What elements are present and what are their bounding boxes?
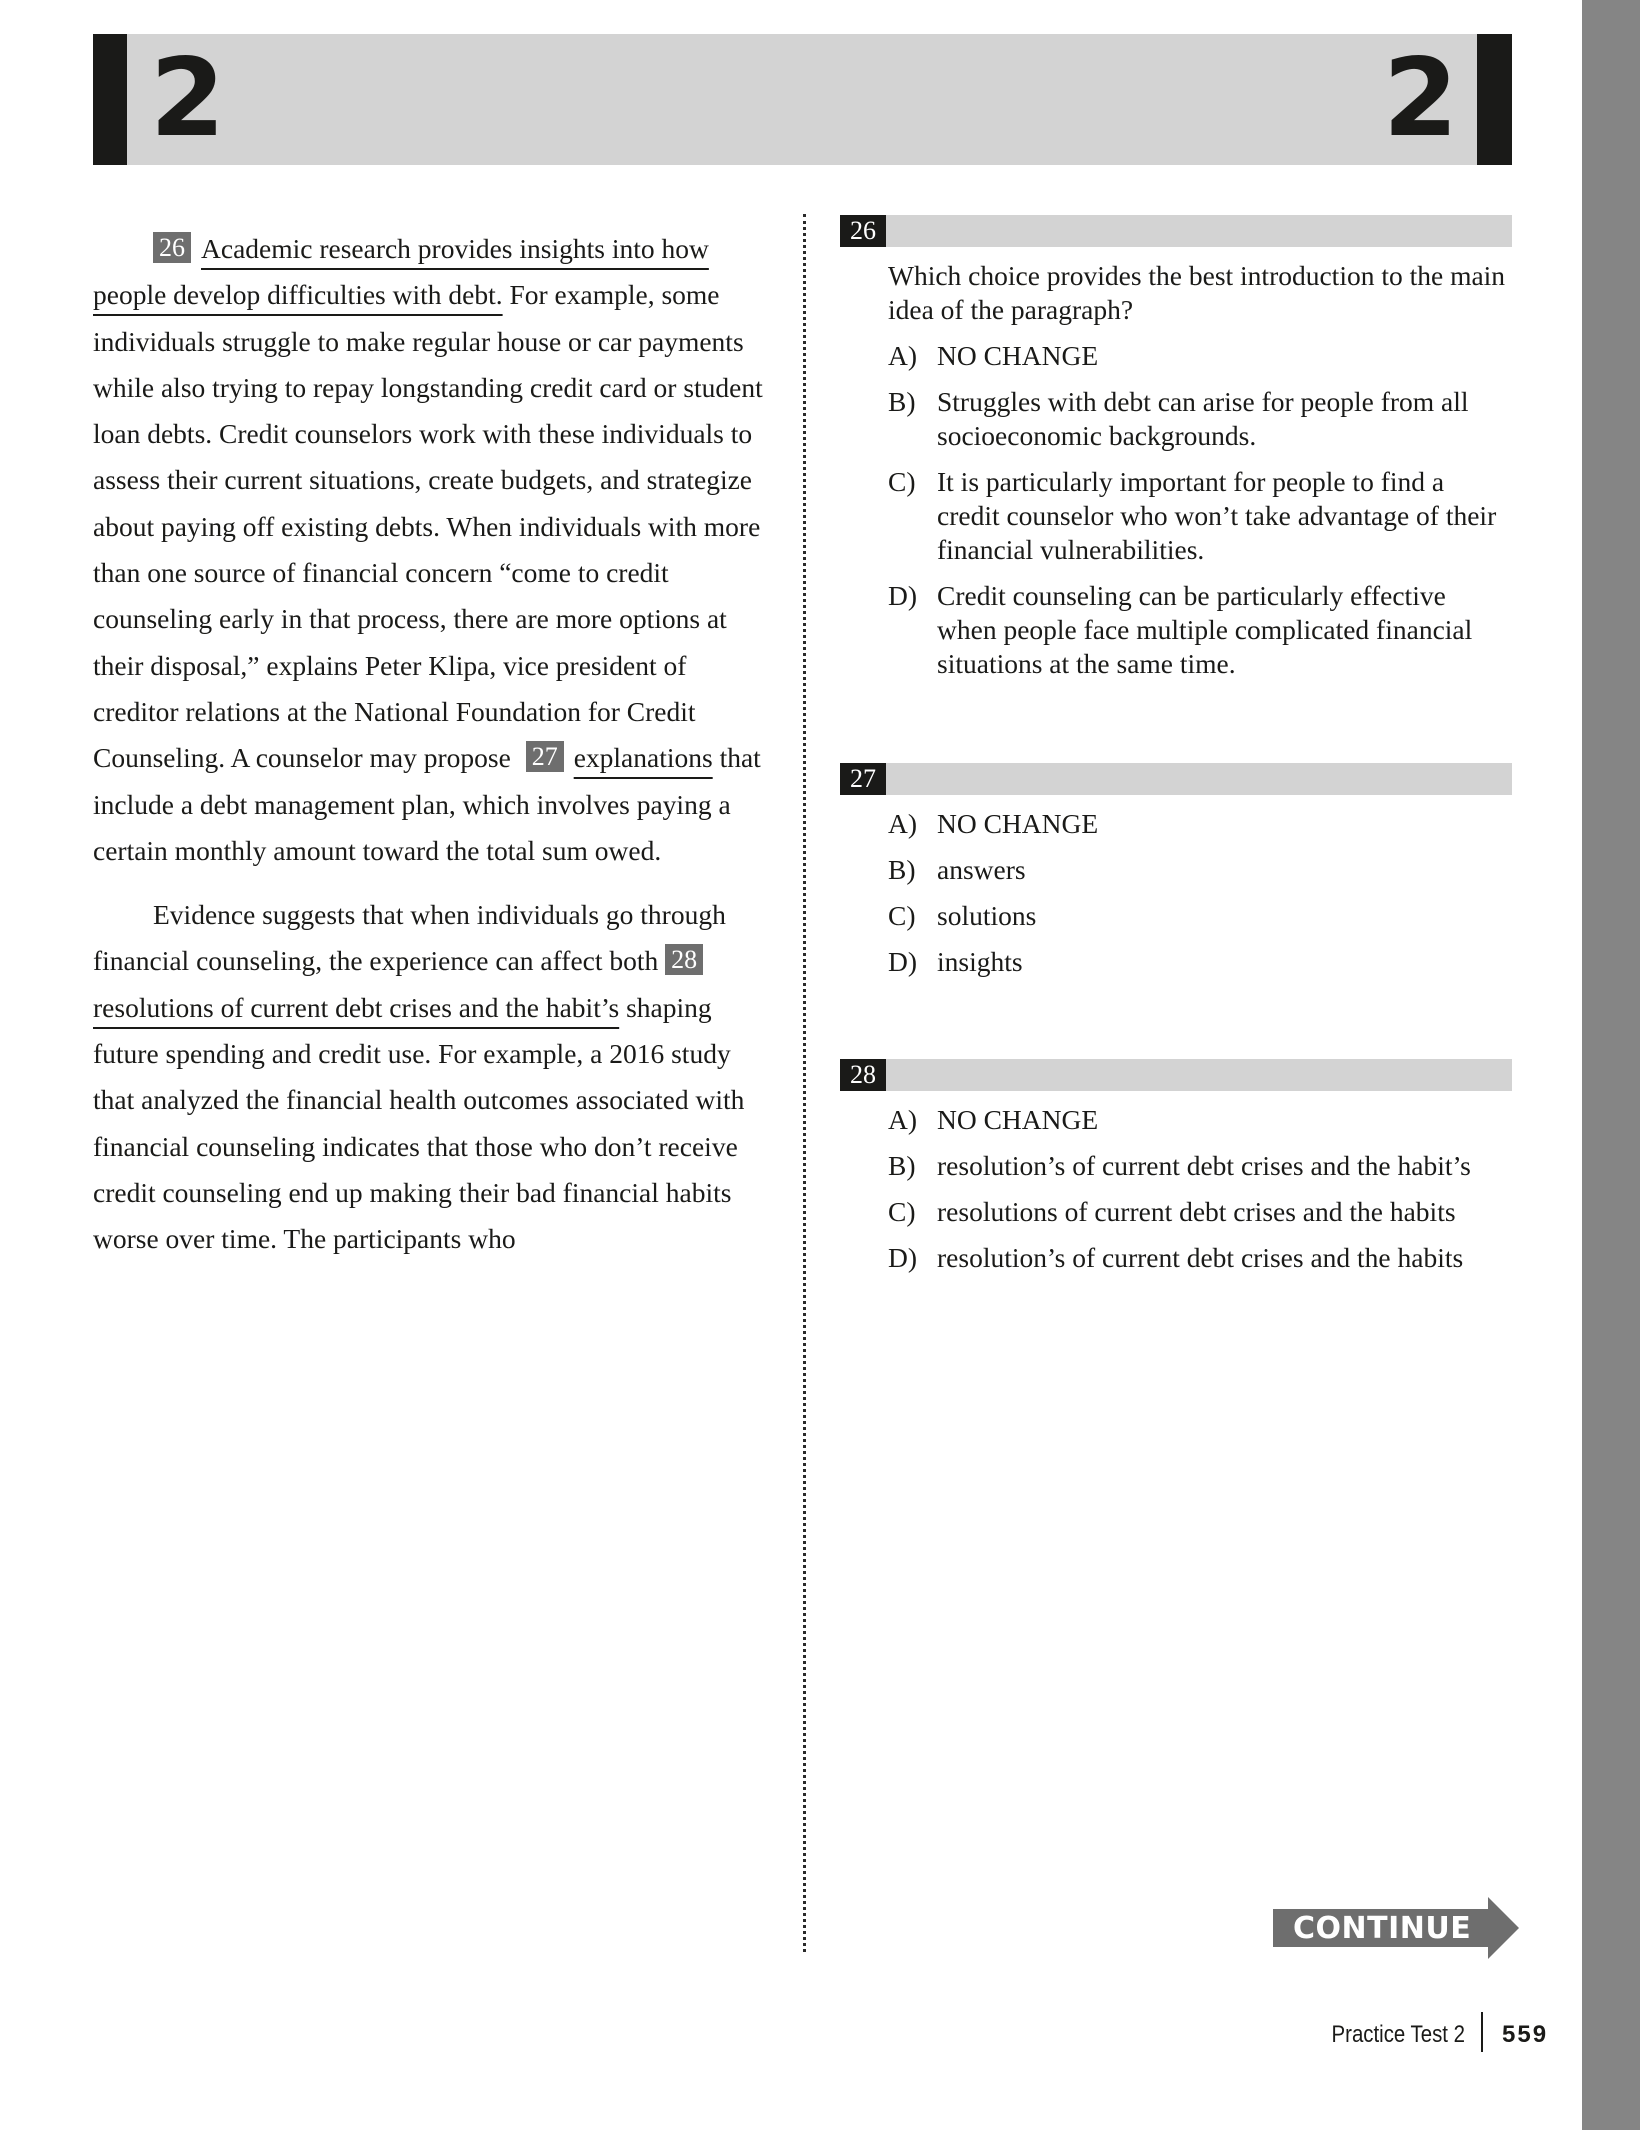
section-number-right: 2 xyxy=(1383,36,1457,161)
answer-option-27-a[interactable] xyxy=(888,807,1512,841)
passage-text: that include a debt management plan, which involves paying a certain monthly amount toward the total sum owed. xyxy=(93,742,761,866)
answer-option-28-c[interactable] xyxy=(888,1195,1512,1229)
option-text: NO CHANGE xyxy=(937,340,1099,371)
option-letter: C) xyxy=(888,1196,916,1227)
question-26 xyxy=(840,215,1512,681)
footer-title: Practice Test 2 xyxy=(1331,2021,1465,2048)
page-footer xyxy=(1320,2012,1550,2056)
option-text: NO CHANGE xyxy=(937,1104,1099,1135)
question-header-27 xyxy=(840,763,1512,795)
continue-label: CONTINUE xyxy=(1293,1911,1472,1946)
section-header-bar-right xyxy=(1477,34,1512,165)
option-letter: D) xyxy=(888,1242,918,1273)
option-letter: C) xyxy=(888,900,916,931)
option-text: resolution’s of current debt crises and the habits xyxy=(937,1242,1464,1273)
option-letter: D) xyxy=(888,580,918,611)
underlined-text-26[interactable]: Academic research provides insights into how people develop difficulties with debt. xyxy=(93,233,709,311)
option-letter: B) xyxy=(888,1150,916,1181)
page-number: 559 xyxy=(1502,2021,1549,2048)
passage-text: shaping future spending and credit use. For example, a 2016 study that analyzed the financial health outcomes associated with financial counseling indicates that those who don’t receive credit counseling end up making their bad financial habits worse over time. The participants who xyxy=(93,991,745,1255)
answer-option-27-b[interactable] xyxy=(888,853,1512,887)
passage-text: For example, some individuals struggle to make regular house or car payments while also trying to repay longstanding credit card or student loan debts. Credit counselors work with these individuals to assess their current situations, create budgets, and strategize about paying off existing debts. When individuals with more than one source of financial concern “come to credit counseling early in that process, there are more options at their disposal,” explains Peter Klipa, vice president of creditor relations at the National Foundation for Credit Counseling. A counselor may propose xyxy=(93,279,763,774)
section-header-bar-left xyxy=(93,34,127,165)
answer-option-28-d[interactable] xyxy=(888,1241,1512,1275)
question-number-26: 26 xyxy=(840,215,886,247)
option-text: It is particularly important for people to find a credit counselor who won’t take advantage of their financial vulnerabilities. xyxy=(937,466,1497,565)
option-text: Credit counseling can be particularly effective when people face multiple complicated financial situations at the same time. xyxy=(937,580,1473,679)
option-text: NO CHANGE xyxy=(937,808,1099,839)
question-prompt-26: Which choice provides the best introduction to the main idea of the paragraph? xyxy=(888,260,1506,325)
answer-option-26-c[interactable] xyxy=(888,465,1512,567)
answer-option-27-d[interactable] xyxy=(888,945,1512,979)
option-text: resolution’s of current debt crises and the habit’s xyxy=(937,1150,1471,1181)
question-marker-27[interactable]: 27 xyxy=(526,741,564,772)
answer-options-27 xyxy=(888,807,1512,979)
passage-paragraph-1 xyxy=(93,226,773,874)
underlined-text-27[interactable]: explanations xyxy=(573,742,713,774)
question-marker-26[interactable]: 26 xyxy=(153,232,191,263)
option-letter: B) xyxy=(888,386,916,417)
column-divider xyxy=(803,214,806,1952)
section-number-left: 2 xyxy=(150,36,224,161)
passage-text: Evidence suggests that when individuals go through financial counseling, the experience can affect both xyxy=(93,899,726,977)
answer-option-27-c[interactable] xyxy=(888,899,1512,933)
section-header-band xyxy=(93,34,1512,165)
answer-options-28 xyxy=(888,1103,1512,1275)
question-header-26 xyxy=(840,215,1512,247)
continue-button[interactable] xyxy=(1273,1897,1519,1959)
option-text: solutions xyxy=(937,900,1037,931)
answer-option-28-a[interactable] xyxy=(888,1103,1512,1137)
answer-option-26-d[interactable] xyxy=(888,579,1512,681)
option-letter: B) xyxy=(888,854,916,885)
question-header-28 xyxy=(840,1059,1512,1091)
footer-separator xyxy=(1481,2012,1483,2052)
answer-option-26-a[interactable] xyxy=(888,339,1512,373)
question-marker-28[interactable]: 28 xyxy=(665,944,703,975)
option-letter: A) xyxy=(888,1104,918,1135)
answer-options-26 xyxy=(888,339,1512,681)
option-text: resolutions of current debt crises and the habits xyxy=(937,1196,1456,1227)
passage xyxy=(93,226,773,1263)
answer-option-26-b[interactable] xyxy=(888,385,1512,453)
option-text: insights xyxy=(937,946,1023,977)
question-27 xyxy=(840,763,1512,979)
option-letter: D) xyxy=(888,946,918,977)
question-28 xyxy=(840,1059,1512,1275)
option-letter: A) xyxy=(888,808,918,839)
option-text: Struggles with debt can arise for people from all socioeconomic backgrounds. xyxy=(937,386,1469,451)
option-letter: C) xyxy=(888,466,916,497)
answer-option-28-b[interactable] xyxy=(888,1149,1512,1183)
question-number-27: 27 xyxy=(840,763,886,795)
underlined-text-28[interactable]: resolutions of current debt crises and the habit’s xyxy=(93,991,620,1023)
page-edge-strip xyxy=(1582,0,1640,2130)
passage-paragraph-2 xyxy=(93,892,773,1262)
option-letter: A) xyxy=(888,340,918,371)
option-text: answers xyxy=(937,854,1026,885)
question-number-28: 28 xyxy=(840,1059,886,1091)
